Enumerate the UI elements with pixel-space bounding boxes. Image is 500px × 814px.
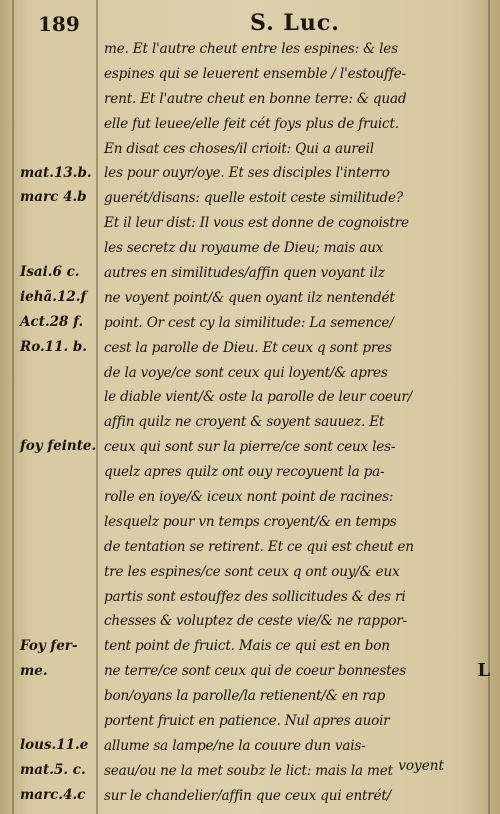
text-line: partis sont estouffez des sollicitudes & des ri	[104, 588, 406, 605]
margin-rule	[96, 0, 98, 814]
right-rule	[488, 0, 490, 814]
text-line: chesses & voluptez de ceste vie/& ne rappor-	[104, 613, 407, 630]
text-line: cest la parolle de Dieu. Et ceux q sont pres	[104, 339, 392, 356]
marginal-note: iehã.12.f	[20, 289, 87, 305]
catchword: voyent	[398, 758, 444, 774]
text-line: seau/ou ne la met soubz le lict: mais la met	[104, 762, 393, 779]
main-text-block	[104, 37, 480, 809]
text-line: quelz apres quilz ont ouy recoyuent la pa-	[104, 464, 385, 481]
text-line: guerét/disans: quelle estoit ceste similitude?	[104, 190, 403, 207]
text-line: sur le chandelier/affin que ceux qui entrét/	[104, 787, 392, 804]
text-line: rolle en ioye/& iceux nont point de racines:	[104, 489, 394, 506]
text-line: espines qui se leuerent ensemble / l'estouffe-	[104, 65, 406, 82]
text-line: le diable vient/& oste la parolle de leur coeur/	[104, 389, 412, 406]
text-line: ne voyent point/& quen oyant ilz nentendét	[104, 289, 395, 306]
text-line: de la voye/ce sont ceux qui loyent/& apres	[104, 364, 388, 381]
left-rule	[12, 0, 14, 814]
marginal-note: foy feinte.	[20, 438, 97, 455]
text-line: ceux qui sont sur la pierre/ce sont ceux les-	[104, 439, 396, 456]
text-line: me. Et l'autre cheut entre les espines: & les	[104, 41, 398, 57]
text-line: elle fut leuee/elle feit cét foys plus de fruict.	[104, 115, 399, 132]
text-line: lesquelz pour vn temps croyent/& en temps	[104, 513, 397, 530]
signature-mark: L	[477, 660, 490, 681]
text-line: les secretz du royaume de Dieu; mais aux	[104, 240, 384, 257]
text-line: allume sa lampe/ne la couure dun vais-	[104, 737, 366, 754]
marginal-note: Foy fer-	[20, 637, 78, 654]
marginal-note: me.	[20, 662, 48, 679]
text-line: Et il leur dist: Il vous est donne de cognoistre	[104, 215, 409, 232]
page-header	[14, 10, 486, 38]
marginal-note: Isai.6 c.	[20, 264, 80, 281]
marginal-note: mat.13.b.	[20, 164, 92, 181]
marginal-note: marc.4.c	[20, 787, 86, 803]
text-line: point. Or cest cy la similitude: La semence/	[104, 314, 394, 331]
text-line: bon/oyans la parolle/la retienent/& en rap	[104, 688, 386, 705]
text-line: portent fruict en patience. Nul apres auoir	[104, 713, 390, 730]
text-line: ne terre/ce sont ceux qui de coeur bonnestes	[104, 663, 407, 680]
marginal-note: mat.5. c.	[20, 762, 86, 779]
text-line: de tentation se retirent. Et ce qui est cheut en	[104, 538, 414, 555]
marginal-note: Ro.11. b.	[20, 338, 88, 355]
text-line: autres en similitudes/affin quen voyant ilz	[104, 265, 385, 282]
folio-number: 189	[38, 12, 80, 36]
marginal-note: Act.28 f.	[20, 313, 84, 330]
text-line: les pour ouyr/oye. Et ses disciples l'interro	[104, 165, 390, 182]
running-head: S. Luc.	[250, 10, 340, 36]
marginal-note: marc 4.b	[20, 189, 87, 206]
text-line: affin quilz ne croyent & soyent sauuez. Et	[104, 414, 385, 431]
marginal-note: lous.11.e	[20, 737, 89, 754]
text-line: En disat ces choses/il crioit: Qui a aureil	[104, 140, 374, 157]
text-line: tre les espines/ce sont ceux q ont ouy/& eux	[104, 563, 400, 580]
text-line: tent point de fruict. Mais ce qui est en bon	[104, 638, 390, 655]
text-line: rent. Et l'autre cheut en bonne terre: & quad	[104, 90, 407, 107]
